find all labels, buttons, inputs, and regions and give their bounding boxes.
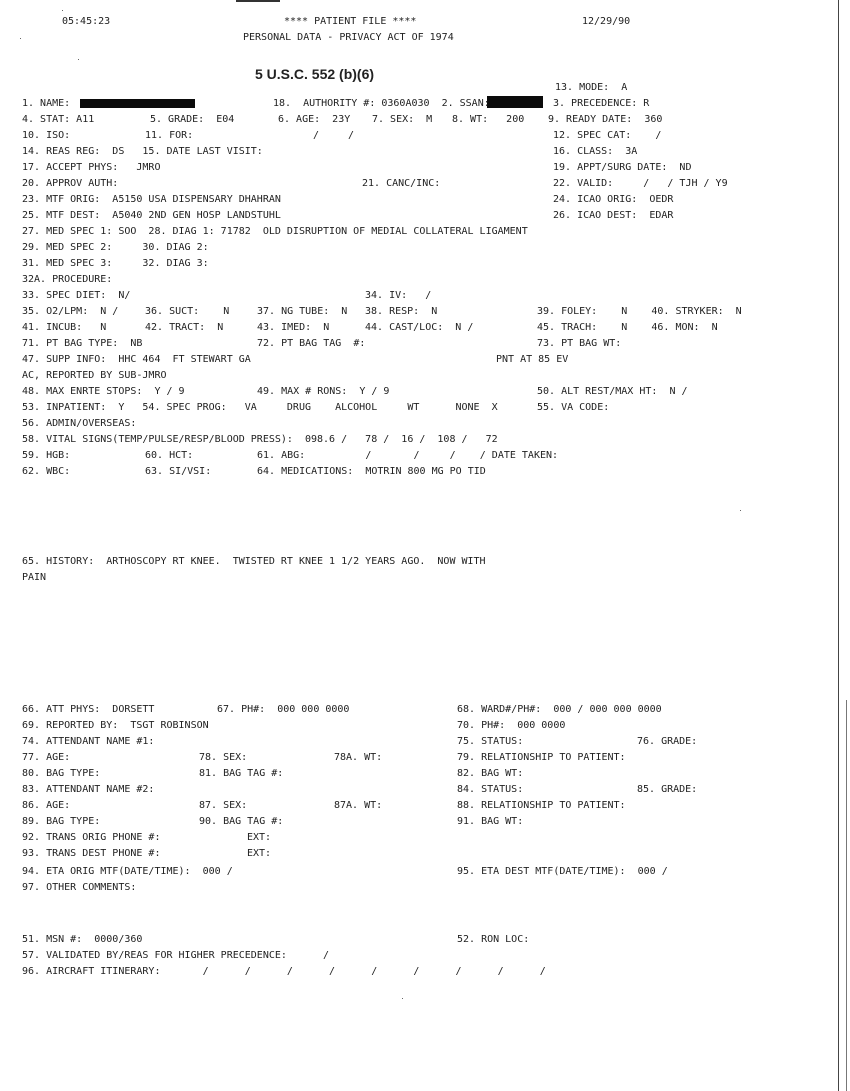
name-redaction-bar — [80, 99, 195, 108]
form-field-text: 81. BAG TAG #: — [199, 768, 284, 779]
form-field-text: / — [313, 130, 320, 141]
form-field-text: 62. WBC: — [22, 466, 71, 477]
scan-speck — [740, 510, 741, 511]
form-field-text: 63. SI/VSI: — [145, 466, 212, 477]
form-field-text: 45. TRACH: N 46. MON: N — [537, 322, 718, 333]
form-field-text: 49. MAX # RONS: Y / 9 — [257, 386, 390, 397]
form-field-text: 97. OTHER COMMENTS: — [22, 882, 137, 893]
form-field-text: / — [348, 130, 355, 141]
form-field-text: 53. INPATIENT: Y 54. SPEC PROG: VA DRUG ALCOHOL WT NONE X — [22, 402, 498, 413]
scan-speck — [78, 59, 79, 60]
document-subtitle: PERSONAL DATA - PRIVACY ACT OF 1974 — [243, 32, 454, 43]
form-field-text: 3. PRECEDENCE: R — [553, 98, 650, 109]
form-field-text: 18. AUTHORITY #: 0360A030 2. SSAN: — [273, 98, 490, 109]
form-field-text: 6. AGE: 23Y — [278, 114, 351, 125]
form-field-text: 1. NAME: — [22, 98, 71, 109]
form-field-text: 44. CAST/LOC: N / — [365, 322, 474, 333]
form-field-text: 74. ATTENDANT NAME #1: — [22, 736, 155, 747]
form-field-text: 58. VITAL SIGNS(TEMP/PULSE/RESP/BLOOD PRESS): 098.6 / 78 / 16 / 108 / 72 — [22, 434, 498, 445]
form-field-text: 4. STAT: A11 — [22, 114, 95, 125]
form-field-text: 9. READY DATE: 360 — [548, 114, 663, 125]
form-field-text: 69. REPORTED BY: TSGT ROBINSON — [22, 720, 209, 731]
print-date: 12/29/90 — [582, 16, 631, 27]
form-field-text: 92. TRANS ORIG PHONE #: — [22, 832, 161, 843]
form-field-text: 25. MTF DEST: A5040 2ND GEN HOSP LANDSTUHL — [22, 210, 281, 221]
form-field-text: 34. IV: / — [365, 290, 432, 301]
form-field-text: 77. AGE: — [22, 752, 71, 763]
form-field-text: 11. FOR: — [145, 130, 194, 141]
form-field-text: 13. MODE: A — [555, 82, 628, 93]
form-field-text: 66. ATT PHYS: DORSETT — [22, 704, 155, 715]
form-field-text: 64. MEDICATIONS: MOTRIN 800 MG PO TID — [257, 466, 486, 477]
form-field-text: 27. MED SPEC 1: SOO 28. DIAG 1: 71782 OLD DISRUPTION OF MEDIAL COLLATERAL LIGAMENT — [22, 226, 528, 237]
form-field-text: 39. FOLEY: N 40. STRYKER: N — [537, 306, 742, 317]
form-field-text: 87A. WT: — [334, 800, 383, 811]
form-field-text: EXT: — [247, 848, 272, 859]
form-field-text: 41. INCUB: N — [22, 322, 107, 333]
form-field-text: 8. WT: 200 — [452, 114, 525, 125]
form-field-text: 29. MED SPEC 2: 30. DIAG 2: — [22, 242, 209, 253]
form-field-text: 78A. WT: — [334, 752, 383, 763]
form-field-text: 83. ATTENDANT NAME #2: — [22, 784, 155, 795]
form-field-text: 88. RELATIONSHIP TO PATIENT: — [457, 800, 626, 811]
form-field-text: 82. BAG WT: — [457, 768, 524, 779]
form-field-text: 85. GRADE: — [637, 784, 698, 795]
form-field-text: PNT AT 85 EV — [496, 354, 569, 365]
form-field-text: 87. SEX: — [199, 800, 248, 811]
form-field-text: 33. SPEC DIET: N/ — [22, 290, 131, 301]
form-field-text: 48. MAX ENRTE STOPS: Y / 9 — [22, 386, 185, 397]
form-field-text: 73. PT BAG WT: — [537, 338, 622, 349]
form-field-text: 21. CANC/INC: — [362, 178, 441, 189]
document-title: **** PATIENT FILE **** — [284, 16, 417, 27]
scan-speck — [20, 38, 21, 39]
form-field-text: AC, REPORTED BY SUB-JMRO — [22, 370, 167, 381]
form-field-text: 16. CLASS: 3A — [553, 146, 638, 157]
form-field-text: 31. MED SPEC 3: 32. DIAG 3: — [22, 258, 209, 269]
form-field-text: 86. AGE: — [22, 800, 71, 811]
form-field-text: 47. SUPP INFO: HHC 464 FT STEWART GA — [22, 354, 251, 365]
form-field-text: 52. RON LOC: — [457, 934, 530, 945]
form-field-text: 61. ABG: / / / / DATE TAKEN: — [257, 450, 559, 461]
form-field-text: PAIN — [22, 572, 47, 583]
form-field-text: 17. ACCEPT PHYS: JMRO — [22, 162, 161, 173]
form-field-text: 89. BAG TYPE: — [22, 816, 101, 827]
form-field-text: 70. PH#: 000 0000 — [457, 720, 566, 731]
form-field-text: 96. AIRCRAFT ITINERARY: / / / / / / / / / — [22, 966, 546, 977]
print-time: 05:45:23 — [62, 16, 111, 27]
form-field-text: 19. APPT/SURG DATE: ND — [553, 162, 692, 173]
scan-speck — [402, 998, 403, 999]
form-field-text: 32A. PROCEDURE: — [22, 274, 113, 285]
form-field-text: 7. SEX: M — [372, 114, 433, 125]
form-field-text: 50. ALT REST/MAX HT: N / — [537, 386, 688, 397]
form-field-text: 91. BAG WT: — [457, 816, 524, 827]
form-field-text: 51. MSN #: 0000/360 — [22, 934, 143, 945]
scan-top-mark — [236, 0, 280, 2]
form-field-text: 55. VA CODE: — [537, 402, 610, 413]
form-field-text: 65. HISTORY: ARTHOSCOPY RT KNEE. TWISTED RT KNEE 1 1/2 YEARS AGO. NOW WITH — [22, 556, 486, 567]
form-field-text: 26. ICAO DEST: EDAR — [553, 210, 674, 221]
form-field-text: 23. MTF ORIG: A5150 USA DISPENSARY DHAHRAN — [22, 194, 281, 205]
ssan-redaction-bar — [487, 96, 543, 108]
foia-exemption-stamp: 5 U.S.C. 552 (b)(6) — [255, 66, 375, 82]
form-field-text: 93. TRANS DEST PHONE #: — [22, 848, 161, 859]
form-field-text: 78. SEX: — [199, 752, 248, 763]
form-field-text: 57. VALIDATED BY/REAS FOR HIGHER PRECEDENCE: / — [22, 950, 330, 961]
form-field-text: 75. STATUS: — [457, 736, 524, 747]
scan-right-edge — [838, 0, 839, 1091]
scan-right-edge-outer — [846, 700, 847, 1091]
form-field-text: 71. PT BAG TYPE: NB — [22, 338, 143, 349]
form-field-text: 43. IMED: N — [257, 322, 330, 333]
form-field-text: 24. ICAO ORIG: OEDR — [553, 194, 674, 205]
form-field-text: 80. BAG TYPE: — [22, 768, 101, 779]
form-field-text: 67. PH#: 000 000 0000 — [217, 704, 350, 715]
form-field-text: 38. RESP: N — [365, 306, 438, 317]
form-field-text: EXT: — [247, 832, 272, 843]
form-field-text: 68. WARD#/PH#: 000 / 000 000 0000 — [457, 704, 662, 715]
form-field-text: 22. VALID: / / TJH / Y9 — [553, 178, 728, 189]
form-field-text: 56. ADMIN/OVERSEAS: — [22, 418, 137, 429]
form-field-text: 12. SPEC CAT: / — [553, 130, 662, 141]
form-field-text: 20. APPROV AUTH: — [22, 178, 119, 189]
form-field-text: 36. SUCT: N — [145, 306, 230, 317]
form-field-text: 14. REAS REG: DS 15. DATE LAST VISIT: — [22, 146, 263, 157]
form-field-text: 76. GRADE: — [637, 736, 698, 747]
form-field-text: 5. GRADE: E04 — [150, 114, 235, 125]
form-field-text: 84. STATUS: — [457, 784, 524, 795]
form-field-text: 37. NG TUBE: N — [257, 306, 348, 317]
form-field-text: 94. ETA ORIG MTF(DATE/TIME): 000 / — [22, 866, 233, 877]
form-field-text: 79. RELATIONSHIP TO PATIENT: — [457, 752, 626, 763]
scan-speck — [62, 10, 63, 11]
form-field-text: 59. HGB: — [22, 450, 71, 461]
form-field-text: 42. TRACT: N — [145, 322, 224, 333]
form-field-text: 90. BAG TAG #: — [199, 816, 284, 827]
form-field-text: 10. ISO: — [22, 130, 71, 141]
form-field-text: 35. O2/LPM: N / — [22, 306, 119, 317]
form-field-text: 95. ETA DEST MTF(DATE/TIME): 000 / — [457, 866, 668, 877]
form-field-text: 72. PT BAG TAG #: — [257, 338, 366, 349]
form-field-text: 60. HCT: — [145, 450, 194, 461]
